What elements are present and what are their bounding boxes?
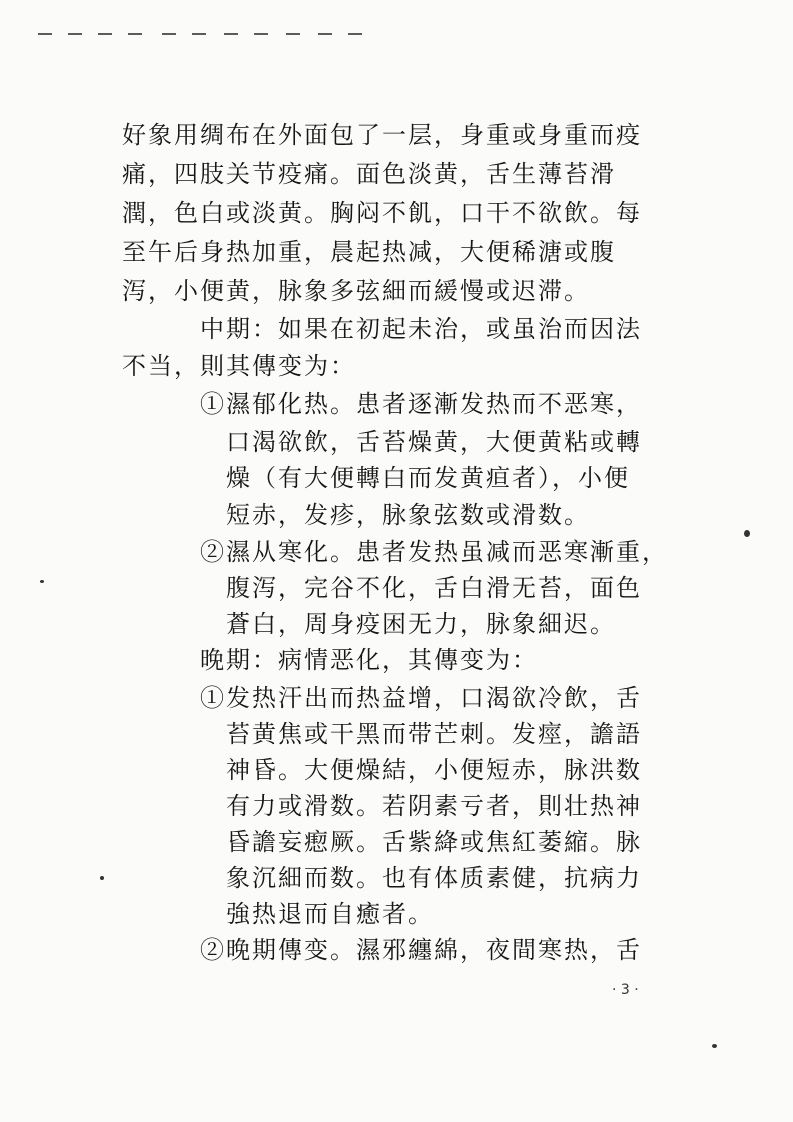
list-item: ②濕从寒化。患者发热虽减而恶寒漸重， <box>200 538 668 566</box>
section-heading-middle-stage: 中期：如果在初起未治，或虽治而因法 <box>200 315 642 343</box>
text-line: 潤，色白或淡黄。胸闷不飢，口干不欲飲。每 <box>122 199 642 227</box>
scan-speck <box>712 1044 717 1048</box>
list-item: ①发热汗出而热益增，口渴欲冷飲，舌 <box>200 684 642 712</box>
text-line: 不当，則其傳变为： <box>122 352 356 380</box>
scan-speck <box>100 876 104 880</box>
list-item: ②晚期傳变。濕邪纏綿，夜間寒热，舌 <box>200 936 642 964</box>
section-heading-late-stage: 晚期：病情恶化，其傳变为： <box>200 646 538 674</box>
list-item: ①濕郁化热。患者逐漸发热而不恶寒， <box>200 390 642 418</box>
text-line: 短赤，发疹，脉象弦数或滑数。 <box>226 501 590 529</box>
text-line: 強热退而自癒者。 <box>226 900 434 928</box>
text-line: 昏譫妄瘛厥。舌紫絳或焦紅萎縮。脉 <box>226 828 642 856</box>
text-line: 蒼白，周身疫困无力，脉象細迟。 <box>226 610 616 638</box>
scan-speck <box>744 530 750 537</box>
text-line: 痛，四肢关节疫痛。面色淡黄，舌生薄苔滑 <box>122 160 616 188</box>
text-line: 泻，小便黄，脉象多弦細而緩慢或迟滞。 <box>122 277 590 305</box>
text-line: 有力或滑数。若阴素亏者，則壮热神 <box>226 792 642 820</box>
text-line: 至午后身热加重，晨起热减，大便稀溏或腹 <box>122 238 616 266</box>
text-line: 神昏。大便燥結，小便短赤，脉洪数 <box>226 756 642 784</box>
text-line: 好象用绸布在外面包了一层，身重或身重而疫 <box>122 121 642 149</box>
text-line: 苔黄焦或干黑而带芒刺。发痙，譫語 <box>226 720 642 748</box>
text-line: 象沉細而数。也有体质素健，抗病力 <box>226 864 642 892</box>
text-line: 腹泻，完谷不化，舌白滑无苔，面色 <box>226 574 642 602</box>
text-line: 燥（有大便轉白而发黄疸者），小便 <box>226 464 630 492</box>
scan-speck <box>40 580 44 583</box>
page-number: · 3 · <box>612 982 639 998</box>
text-line: 口渴欲飲，舌苔燥黄，大便黄粘或轉 <box>226 428 642 456</box>
header-dashed-rule <box>38 22 378 42</box>
